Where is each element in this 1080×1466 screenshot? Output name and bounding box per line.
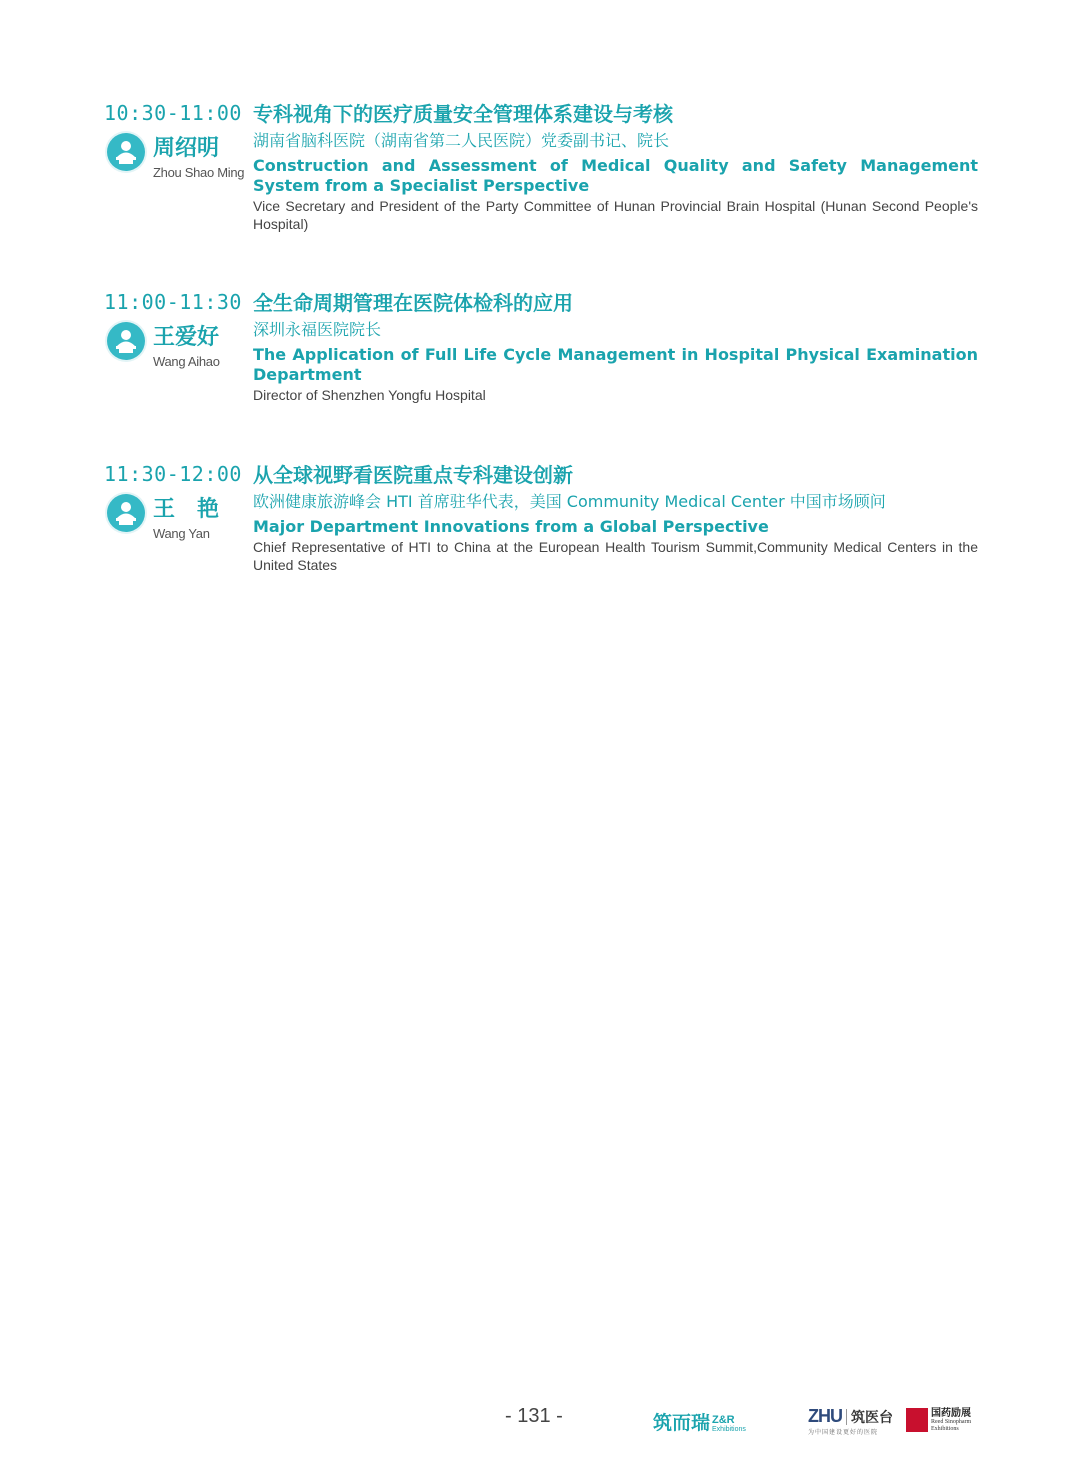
logo2-tagline: 为中国建设更好的医院 <box>808 1429 879 1436</box>
talk-title-en: Major Department Innovations from a Global Perspective <box>253 517 769 536</box>
speaker-affiliation-en: Director of Shenzhen Yongfu Hospital <box>253 387 486 403</box>
speaker-name-en: Zhou Shao Ming <box>153 165 245 180</box>
logo3-cn: 国药励展 <box>931 1408 971 1419</box>
logo1-en-top: Z&R <box>712 1414 735 1426</box>
logo3-text <box>931 1408 971 1433</box>
logo1-en <box>712 1415 746 1435</box>
logo2-row <box>808 1406 893 1427</box>
logo2-cn: 筑医台 <box>851 1409 893 1426</box>
speaker-name-cn: 王爱好 <box>153 325 220 350</box>
session-details <box>253 101 978 233</box>
speaker-name-en: Wang Yan <box>153 526 210 541</box>
logo3-en-bottom: Exhibitions <box>931 1426 959 1432</box>
speaker-affiliation-cn: 湖南省脑科医院（湖南省第二人民医院）党委副书记、院长 <box>253 131 670 150</box>
session-details <box>253 290 978 404</box>
speaker-name-en: Wang Aihao <box>153 354 220 369</box>
speaker-podium-icon <box>107 494 145 532</box>
zhu-logo <box>808 1406 893 1436</box>
session-time: 11:30-12:00 <box>104 462 242 486</box>
logo1-cn: 筑而瑞 <box>653 1412 711 1434</box>
session-time: 11:00-11:30 <box>104 290 242 314</box>
session-time: 10:30-11:00 <box>104 101 242 125</box>
speaker-name-cn: 周绍明 <box>153 136 220 161</box>
speaker-affiliation-cn: 深圳永福医院院长 <box>253 320 382 339</box>
zr-exhibitions-logo <box>653 1408 746 1435</box>
reed-logo-mark-icon <box>906 1408 928 1432</box>
page-number: - 131 - <box>505 1405 563 1427</box>
speaker-name-cn: 王 艳 <box>153 497 220 522</box>
talk-title-cn: 全生命周期管理在医院体检科的应用 <box>253 291 573 315</box>
logo2-en: ZHU <box>808 1406 842 1426</box>
speaker-affiliation-en: Chief Representative of HTI to China at the European Health Tourism Summit,Community Medical Centers in the United States <box>253 539 978 573</box>
logo3-en-top: Reed Sinopharm <box>931 1419 972 1425</box>
talk-title-cn: 专科视角下的医疗质量安全管理体系建设与考核 <box>253 102 673 126</box>
talk-title-en: Construction and Assessment of Medical Quality and Safety Management System from a Specialist Perspective <box>253 156 978 195</box>
logo2-divider <box>846 1409 847 1425</box>
logo1-en-bottom: Exhibitions <box>712 1426 746 1433</box>
session-details <box>253 462 978 574</box>
talk-title-cn: 从全球视野看医院重点专科建设创新 <box>253 463 573 487</box>
speaker-podium-icon <box>107 133 145 171</box>
speaker-podium-icon <box>107 322 145 360</box>
talk-title-en: The Application of Full Life Cycle Management in Hospital Physical Examination Department <box>253 345 978 384</box>
speaker-affiliation-en: Vice Secretary and President of the Party Committee of Hunan Provincial Brain Hospital (Hunan Second People's Hospital) <box>253 198 978 232</box>
speaker-affiliation-cn: 欧洲健康旅游峰会 HTI 首席驻华代表，美国 Community Medical Center 中国市场顾问 <box>253 492 886 511</box>
reed-sinopharm-logo <box>906 1408 971 1433</box>
